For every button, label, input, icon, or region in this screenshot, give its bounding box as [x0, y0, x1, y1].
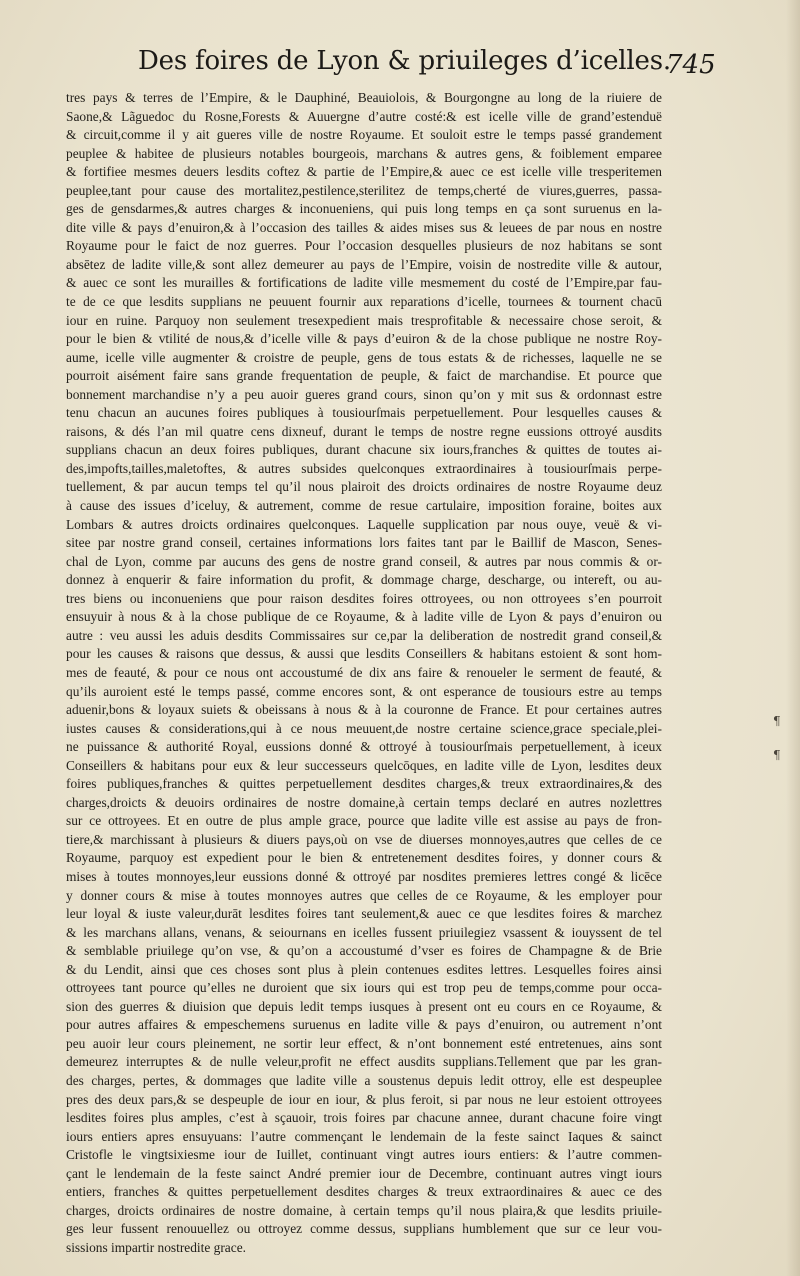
text-line: pour les causes & raisons que dessus, & aussi que lesdits Conseillers & habitans estoient & sont hom- — [66, 646, 662, 662]
text-line: & fortifiee mesmes deuers lesdits coftez & partie de l’Empire,& auec ce est icelle ville tresperitemen — [66, 164, 662, 180]
text-line: pour autres affaires & empeschemens suruenus en ladite ville & pays d’enuiron, ou autrement n’ont — [66, 1017, 662, 1033]
text-line: Royaume pour le faict de noz guerres. Pour l’occasion desquelles plusieurs de noz habitans se sont — [66, 238, 662, 254]
text-line: supplians chacun an deux foires publiques, durant chacune six iours,franches & quittes de toutes ai- — [66, 442, 662, 458]
text-line: demeurez interruptes & de nulle veleur,profit ne effect ausdits supplians.Tellement que par les gran- — [66, 1054, 662, 1070]
text-line: leur loyal & iuste valeur,durāt lesdites foires tant seulement,& auec ce que lesdites foires & marchez — [66, 906, 662, 922]
text-line: aduenir,bons & loyaux suiets & obeissans à nous & à la couronne de France. Et pour certaines autres — [66, 702, 662, 718]
text-line: pourroit aisément faire sans grande frequentation de peuple, & faict de marchandise. Et pource que — [66, 368, 662, 384]
page-number: 745 — [666, 50, 716, 80]
text-line: pres des deux pars,& se despeuple de iour en iour, & plus feroit, si par nous ne leur estoient ottroyees — [66, 1091, 662, 1107]
text-line: ges leur fussent renouuellez ou ottroyez comme dessus, supplians humblement que sur ce leur vou- — [66, 1221, 662, 1237]
text-line: peu auoir leur cours pleinement, ne sortir leur effect, & n’ont bonnement esté entretenues, ains sont — [66, 1035, 662, 1051]
text-line: charges, droicts ordinaires de nostre domaine, à certain temps qu’il nous plaira,& que lesdits priuile- — [66, 1202, 662, 1218]
text-line: & circuit,comme il y ait gueres ville de nostre Royaume. Et souloit estre le temps passé grandement — [66, 127, 662, 143]
page-title: Des foires de Lyon & priuileges d’icelles. — [138, 46, 671, 76]
text-line: peuplee & habitee de plusieurs notables bourgeois, marchans & autres gens, & foiblement emparee — [66, 145, 662, 161]
text-line: tenu chacun an aucunes foires publiques à tousiourſmais perpetuellement. Pour lesquelles causes & — [66, 405, 662, 421]
text-line: Lombars & autres droicts ordinaires quelconques. Laquelle supplication par nous ouye, veuë & vi- — [66, 516, 662, 532]
text-line: pour le bien & vtilité de nous,& d’icelle ville & pays d’euiron & de la chose publique ne nostre Roy- — [66, 331, 662, 347]
text-line: des,impofts,tailles,maletoftes, & autres subsides quelconques extraordinaires à tousiourſmais perpe- — [66, 460, 662, 476]
text-line: te de ce que lesdits supplians ne peuuent fournir aux reparations d’icelle, tournees & tournent chacū — [66, 294, 662, 310]
running-head — [0, 40, 800, 90]
margin-mark: ¶ — [773, 748, 781, 762]
text-line: iustes causes & considerations,qui à ce nous meuuent,de nostre certaine science,grace speciale,plei- — [66, 720, 662, 736]
text-line: tres biens ou inconueniens que pour raison desdites foires ottroyees, ou non ottroyees s’en pourroit — [66, 590, 662, 606]
text-line: mes de feauté, & pour ce nous ont accoustumé de dix ans faire & renoueler le serment de feauté, & — [66, 664, 662, 680]
text-line: raisons, & dés l’an mil quatre cens dixneuf, durant le temps de nostre regne eussions ottroyé ausdits — [66, 423, 662, 439]
text-line: ottroyees tant pource qu’elles ne duroient que six iours qui est trop peu de temps,comme pour occa- — [66, 980, 662, 996]
text-line: iours entiers apres ensuyuans: l’autre commençant le lendemain de la feste sainct Iaques & sainct — [66, 1128, 662, 1144]
text-line: donnez à enquerir & faire information du profit, & dommage charge, descharge, ou intereft, ou au- — [66, 572, 662, 588]
text-line: sissions impartir nostredite grace. — [66, 1239, 246, 1255]
text-line: autre : veu aussi les aduis desdits Commissaires sur ce,par la deliberation de nostredit grand conseil,& — [66, 627, 662, 643]
margin-mark: ¶ — [773, 714, 781, 728]
text-line: Saone,& Lãguedoc du Rosne,Forests & Auuergne d’autre costé:& est icelle ville de grand’estenduë — [66, 108, 662, 124]
text-line: lesdites foires plus amples, c’est à sçauoir, trois foires par chacune annee, durant chacune foire vingt — [66, 1110, 662, 1126]
text-line: tiere,& marchissant à plusieurs & diuers pays,où on vse de diuerses monnoyes,autres que celles de ce — [66, 831, 662, 847]
text-line: dite ville & pays d’enuiron,& à l’occasion des tailles & aides mises sus & leuees de par nous en nostre — [66, 219, 662, 235]
text-line: Cristofle le vingtsixiesme iour de Iuillet, continuant vingt autres iours entiers: & l’autre commen- — [66, 1147, 662, 1163]
text-line: mises à toutes monnoyes,leur eussions donné & ottroyé par nosdites premieres lettres congé & licēce — [66, 868, 662, 884]
text-line: y donner cours & mise à toutes monnoyes autres que celles de ce Royaume, & les employer pour — [66, 887, 662, 903]
text-line: ne puissance & authorité Royal, eussions donné & ottroyé à tousiourſmais perpetuellement, à iceux — [66, 739, 662, 755]
text-line: aume, icelle ville augmenter & croistre de peuple, gens de tous estats & de richesses, laquelle ne se — [66, 349, 662, 365]
text-line: ges de gensdarmes,& autres charges & inconueniens, qui puis long temps en ça sont suruenus en la- — [66, 201, 662, 217]
text-line: tres pays & terres de l’Empire, & le Dauphiné, Beauiolois, & Bourgongne au long de la riuiere de — [66, 90, 662, 105]
text-line: sion des guerres & diuision que depuis ledit temps iusques à present ont eu cours en ce Royaume, & — [66, 998, 662, 1014]
text-line: Royaume, parquoy est expedient pour le bien & entretenement desdites foires, y donner cours & — [66, 850, 662, 866]
text-line: & du Lendit, ainsi que ces choses sont plus à plein contenues esdites lettres. Lesquelles foires ainsi — [66, 961, 662, 977]
page-edge-shadow — [786, 0, 800, 1276]
text-line: absētez de ladite ville,& sont allez demeurer au pays de l’Empire, voisin de nostredite ville & autour, — [66, 256, 662, 272]
text-line: entiers, franches & quittes perpetuellement desdites charges & treux extraordinaires & auec ce des — [66, 1184, 662, 1200]
text-line: ensuyuir à nous & à la chose publique de ce Royaume, & à ladite ville de Lyon & pays d’enuiron ou — [66, 609, 662, 625]
text-line: peuplee,tant pour cause des mortalitez,pestilence,sterilitez de temps,cherté de viures,guerres, passa- — [66, 182, 662, 198]
text-line: & auec ce sont les murailles & fortifications de ladite ville mesmement du costé de l’Empire,par fau- — [66, 275, 662, 291]
text-line: qu’ils auroient esté le temps passé, comme encores sont, & ont esperance de tousiours estre au temps — [66, 683, 662, 699]
text-line: Conseillers & habitans pour eux & leur successeurs quelcōques, en ladite ville de Lyon, lesdites deux — [66, 757, 662, 773]
body-text — [66, 89, 662, 1257]
text-line: charges,droicts & deuoirs ordinaires de nostre domaine,à certain temps declaré en autres nozlettres — [66, 794, 662, 810]
text-line: sitee par nostre grand conseil, certaines informations lors faites tant par le Baillif de Mascon, Senes- — [66, 535, 662, 551]
text-line: foires publiques,franches & quittes perpetuellement desdites charges,& treux extraordinaires,& des — [66, 776, 662, 792]
text-line: des charges, pertes, & dommages que ladite ville a soustenus depuis ledit ottroy, elle est despeuplee — [66, 1072, 662, 1088]
text-line: tuellement, & par aucun temps tel qu’il nous plairoit des droicts ordinaires de nostre Royaume deuz — [66, 479, 662, 495]
text-line: çant le lendemain de la feste sainct André premier iour de Decembre, continuant autres vingt iours — [66, 1165, 662, 1181]
text-line: bonnement marchandise n’y a peu auoir gueres grand cours, sinon qu’on y mit sus & ordonnast estre — [66, 386, 662, 402]
text-line: sur ce ottroyees. Et en outre de plus ample grace, pource que ladite ville est assise au pays de fron- — [66, 813, 662, 829]
text-line: & semblable priuilege qu’on vse, & qu’on a accoustumé d’vser es foires de Champagne & de Brie — [66, 943, 662, 959]
text-line: à cause des issues d’iceluy, & autrement, comme de resue cartulaire, imposition foraine, boites aux — [66, 498, 662, 514]
text-line: chal de Lyon, comme par aucuns des gens de nostre grand conseil, & autres par nous commis & or- — [66, 553, 662, 569]
text-line: iour en ruine. Parquoy non seulement tresexpedient mais tresprofitable & necessaire chose seroit, & — [66, 312, 662, 328]
text-line: & les marchans allans, venans, & seiournans en icelles fussent priuilegiez vsassent & iouyssent de tel — [66, 924, 662, 940]
